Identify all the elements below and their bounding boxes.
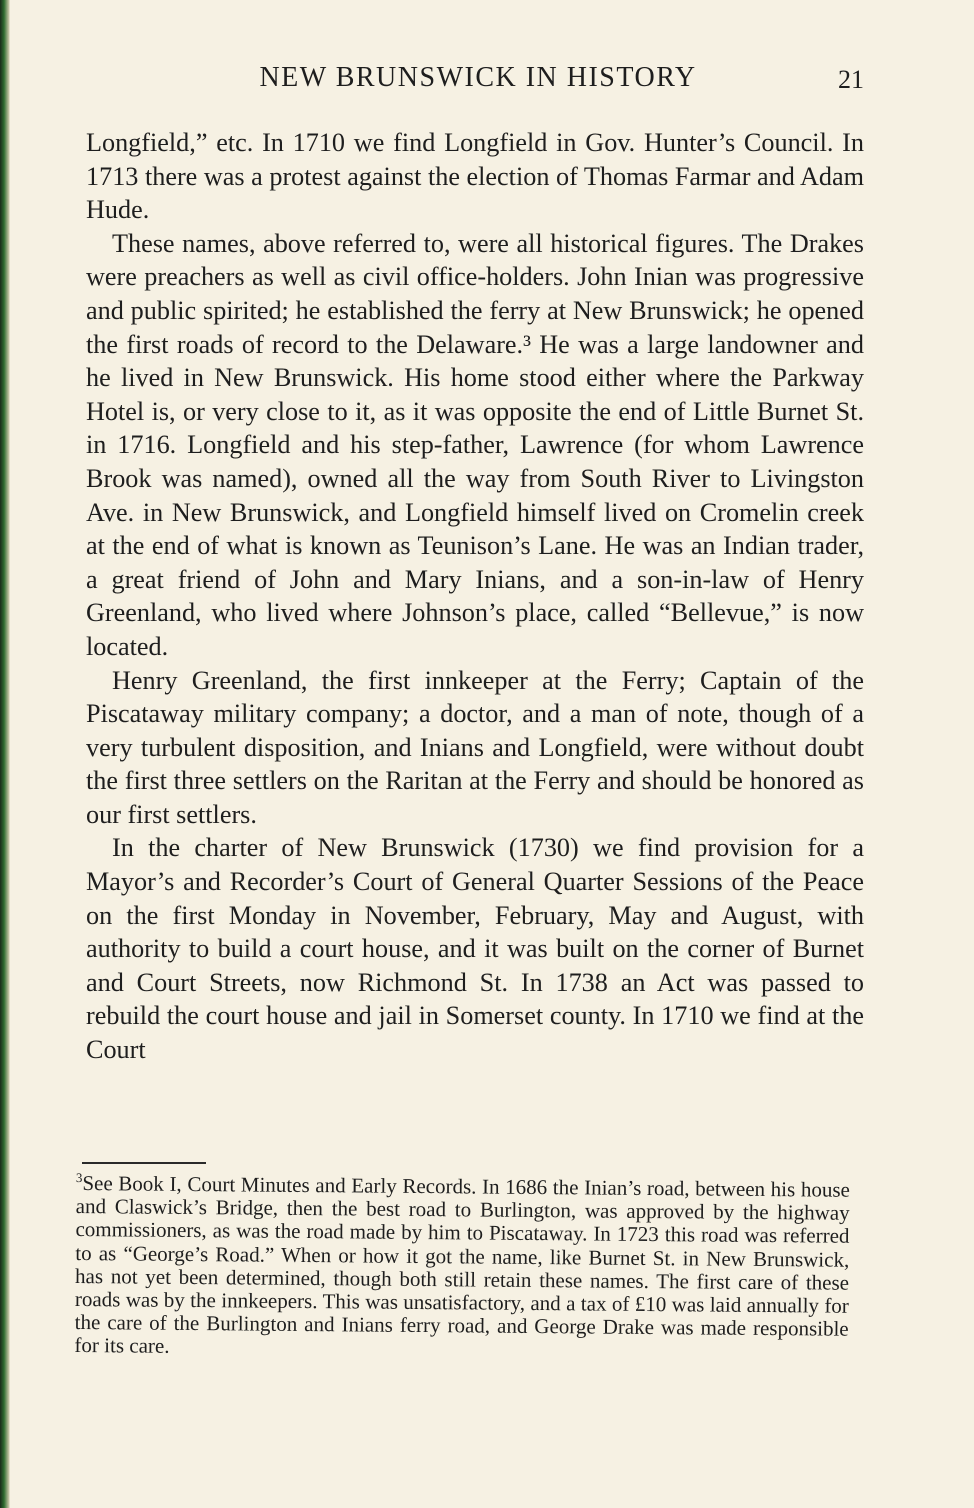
footnote-marker: 3 <box>75 1170 83 1186</box>
paragraph-1: Longfield,” etc. In 1710 we find Longfield in Gov. Hunter’s Council. In 1713 there was a protest against the election of Thomas Farmar and Adam Hude. <box>86 128 864 225</box>
paragraph-3: Henry Greenland, the first innkeeper at the Ferry; Captain of the Piscataway military company; a doctor, and a man of note, though of a very turbulent disposition, and Inians and Longfield, were without doubt the first three settlers on the Raritan at the Ferry and should be honored as our first settlers. <box>86 665 864 829</box>
paragraph-4: In the charter of New Brunswick (1730) we find provision for a Mayor’s and Recorder’s Court of General Quarter Sessions of the Peace on the first Monday in November, February, May and August, with authority to build a court house, and it was built on the corner of Burnet and Court Streets, now Richmond St. In 1738 an Act was passed to rebuild the court house and jail in Somerset county. In 1710 we find at the Court <box>86 833 864 1065</box>
footnote-rule <box>82 1162 206 1164</box>
footnote <box>74 1172 850 1364</box>
paragraph-2: These names, above referred to, were all historical figures. The Drakes were preachers as well as civil office-holders. John Inian was progressive and public spirited; he established the ferry at New Brunswick; he opened the first roads of record to the Delaware.³ He was a large landowner and he lived in New Brunswick. His home stood either where the Parkway Hotel is, or very close to it, as it was opposite the end of Little Burnet St. in 1716. Longfield and his step-father, Lawrence (for whom Lawrence Brook was named), owned all the way from South River to Livingston Ave. in New Brunswick, and Longfield himself lived on Cromelin creek at the end of what is known as Teunison’s Lane. He was an Indian trader, a great friend of John and Mary Inians, and a son-in-law of Henry Greenland, who lived where Johnson’s place, called “Bellevue,” is now located. <box>86 228 864 661</box>
footnote-text: See Book I, Court Minutes and Early Records. In 1686 the Inian’s road, between his house and Claswick’s Bridge, then the best road to Burlington, was approved by the highway commissioners, as was the road made by him to Piscataway. In 1723 this road was referred to as “George’s Road.” When or how it got the name, like Burnet St. in New Brunswick, has not yet been determined, though both still retain these names. The first care of these roads was by the innkeepers. This was unsatisfactory, and a tax of £10 was laid annually for the care of the Burlington and Inians ferry road, and George Drake was made responsible for its care. <box>74 1171 850 1359</box>
running-title: NEW BRUNSWICK IN HISTORY <box>259 62 697 93</box>
body-text <box>86 126 864 1067</box>
binding-edge <box>0 0 10 1508</box>
running-head <box>92 58 864 102</box>
page-number: 21 <box>838 65 864 94</box>
